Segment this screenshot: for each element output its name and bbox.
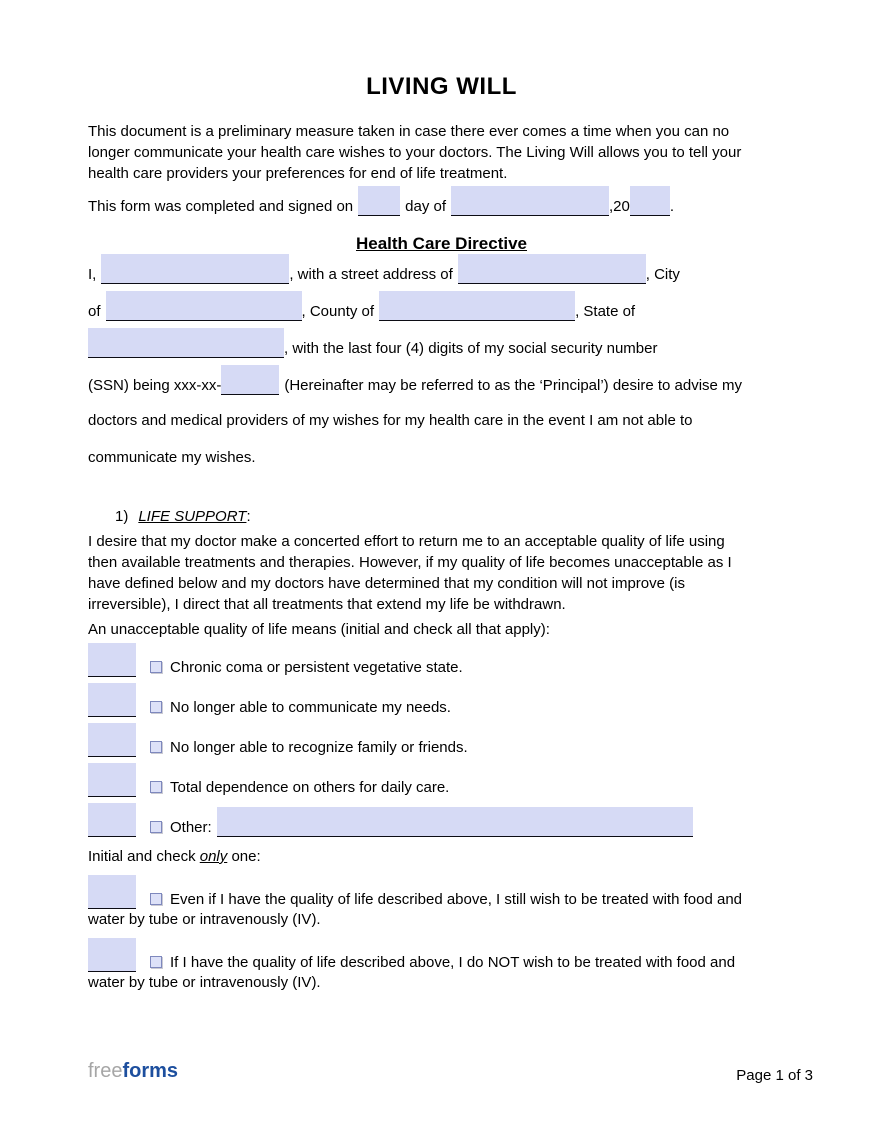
qol-option-row bbox=[88, 683, 795, 717]
signed-prefix-text: This form was completed and signed on bbox=[88, 198, 354, 215]
body-line-3: have defined below and my doctors have determined that my condition will not improve (is bbox=[88, 575, 685, 592]
identity-text: (SSN) being xxx-xx- bbox=[88, 377, 222, 394]
intro-line-2: longer communicate your health care wishes to your doctors. The Living Will allows you to tell your bbox=[88, 144, 742, 161]
freeforms-logo bbox=[88, 1060, 178, 1082]
initial-field-other[interactable] bbox=[88, 803, 136, 837]
qol-option-row bbox=[88, 763, 795, 797]
intro-paragraph bbox=[88, 121, 795, 184]
qol-option-label: Total dependence on others for daily care. bbox=[170, 779, 450, 796]
initial-field-communicate-needs[interactable] bbox=[88, 683, 136, 717]
signed-mid-text: day of bbox=[405, 198, 447, 215]
qol-option-row bbox=[88, 643, 795, 677]
identity-line-6: communicate my wishes. bbox=[88, 449, 256, 466]
signed-period-text: . bbox=[669, 198, 675, 215]
exclusive-option-line bbox=[88, 938, 795, 972]
identity-text: , with the last four (4) digits of my social security number bbox=[284, 340, 658, 357]
identity-text: (Hereinafter may be referred to as the ‘Principal’) desire to advise my bbox=[284, 377, 743, 394]
checkbox-total-dependence[interactable] bbox=[150, 781, 162, 793]
qol-prompt: An unacceptable quality of life means (initial and check all that apply): bbox=[88, 621, 550, 638]
only-prompt-text: Initial and check bbox=[88, 848, 196, 865]
qol-option-label: No longer able to communicate my needs. bbox=[170, 699, 451, 716]
exclusive-option-feeding-yes bbox=[88, 875, 795, 930]
identity-text: , County of bbox=[301, 303, 375, 320]
checkbox-communicate-needs[interactable] bbox=[150, 701, 162, 713]
page-footer bbox=[88, 1060, 813, 1084]
body-line-2: then available treatments and therapies. However, if my quality of life becomes unacceptable as I bbox=[88, 554, 732, 571]
identity-line-3 bbox=[88, 328, 795, 365]
other-write-in-field[interactable] bbox=[217, 807, 693, 837]
checkbox-chronic-coma[interactable] bbox=[150, 661, 162, 673]
exclusive-option-text-cont: water by tube or intravenously (IV). bbox=[88, 974, 321, 991]
county-field[interactable] bbox=[379, 291, 575, 321]
only-one-prompt bbox=[88, 846, 795, 867]
intro-line-3: health care providers your preferences for end of life treatment. bbox=[88, 165, 508, 182]
month-field[interactable] bbox=[451, 186, 609, 216]
initial-field-recognize-family[interactable] bbox=[88, 723, 136, 757]
principal-name-field[interactable] bbox=[101, 254, 289, 284]
initial-field-feeding-yes[interactable] bbox=[88, 875, 136, 909]
exclusive-option-text: Even if I have the quality of life described above, I still wish to be treated with food and bbox=[170, 891, 742, 908]
qol-option-label: Other: bbox=[170, 819, 212, 836]
identity-line-1 bbox=[88, 254, 795, 291]
life-support-colon: : bbox=[246, 508, 251, 525]
qol-option-row bbox=[88, 723, 795, 757]
initial-field-chronic-coma[interactable] bbox=[88, 643, 136, 677]
exclusive-option-text-cont: water by tube or intravenously (IV). bbox=[88, 911, 321, 928]
identity-text: , with a street address of bbox=[289, 266, 453, 283]
identity-text: , State of bbox=[575, 303, 636, 320]
page-indicator: Page 1 of 3 bbox=[736, 1067, 813, 1084]
page-title: LIVING WILL bbox=[366, 73, 517, 100]
identity-line-2 bbox=[88, 291, 795, 328]
intro-line-1: This document is a preliminary measure taken in case there ever comes a time when you can no bbox=[88, 123, 730, 140]
checkbox-recognize-family[interactable] bbox=[150, 741, 162, 753]
checkbox-other[interactable] bbox=[150, 821, 162, 833]
identity-line-5: doctors and medical providers of my wishes for my health care in the event I am not able to bbox=[88, 412, 693, 429]
logo-forms-text: forms bbox=[122, 1060, 179, 1082]
life-support-title: LIFE SUPPORT bbox=[138, 508, 247, 525]
logo-free-text: free bbox=[88, 1060, 123, 1082]
qol-option-label: No longer able to recognize family or friends. bbox=[170, 739, 468, 756]
life-support-heading bbox=[88, 506, 795, 527]
exclusive-option-line bbox=[88, 875, 795, 909]
exclusive-option-text: If I have the quality of life described above, I do NOT wish to be treated with food and bbox=[170, 954, 736, 971]
section-heading-health-care-directive: Health Care Directive bbox=[355, 234, 528, 253]
initial-field-total-dependence[interactable] bbox=[88, 763, 136, 797]
city-field[interactable] bbox=[106, 291, 302, 321]
initial-field-feeding-no[interactable] bbox=[88, 938, 136, 972]
life-support-body bbox=[88, 531, 795, 615]
body-line-4: irreversible), I direct that all treatments that extend my life be withdrawn. bbox=[88, 596, 566, 613]
day-field[interactable] bbox=[358, 186, 400, 216]
only-prompt-text: one: bbox=[231, 848, 261, 865]
section-number: 1) bbox=[115, 508, 129, 525]
qol-option-row bbox=[88, 803, 795, 837]
principal-identity-paragraph bbox=[88, 254, 795, 476]
year-prefix-text: ,20 bbox=[609, 198, 630, 215]
checkbox-feeding-yes[interactable] bbox=[150, 893, 162, 905]
exclusive-option-feeding-no bbox=[88, 938, 795, 993]
body-line-1: I desire that my doctor make a concerted effort to return me to an acceptable quality of life using bbox=[88, 533, 725, 550]
only-emphasis: only bbox=[199, 848, 228, 865]
identity-text: I, bbox=[88, 266, 97, 283]
checkbox-feeding-no[interactable] bbox=[150, 956, 162, 968]
identity-text: , City bbox=[645, 266, 680, 283]
street-address-field[interactable] bbox=[458, 254, 646, 284]
identity-text: of bbox=[88, 303, 101, 320]
ssn-last4-field[interactable] bbox=[221, 365, 279, 395]
completion-date-line bbox=[88, 186, 795, 222]
qol-option-label: Chronic coma or persistent vegetative state. bbox=[170, 659, 463, 676]
identity-line-4 bbox=[88, 365, 795, 402]
year-field[interactable] bbox=[630, 186, 670, 216]
state-field[interactable] bbox=[88, 328, 284, 358]
